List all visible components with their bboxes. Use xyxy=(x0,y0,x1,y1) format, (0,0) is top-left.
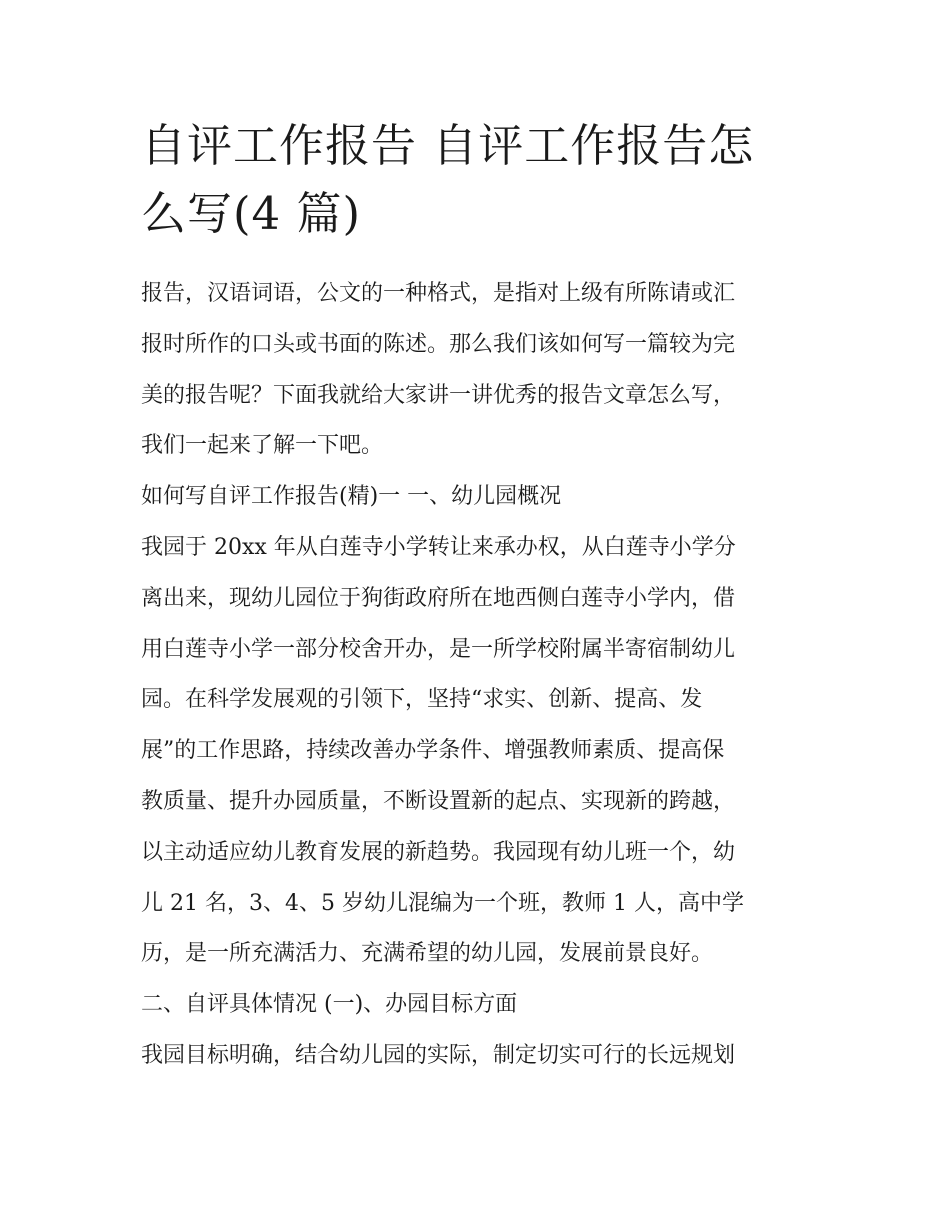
section-heading: 二、自评具体情况 (一)、办园目标方面 xyxy=(141,992,518,1018)
title-line: 自评工作报告 自评工作报告怎 xyxy=(141,119,755,172)
title-line: 么写(4 篇) xyxy=(141,187,362,240)
text-line: 教质量、提升办园质量，不断设置新的起点、实现新的跨越， xyxy=(141,788,736,814)
text-line: 我们一起来了解一下吧。 xyxy=(141,433,384,459)
text-line: 园。在科学发展观的引领下，坚持“求实、创新、提高、发 xyxy=(141,687,703,713)
text-line: 以主动适应幼儿教育发展的新趋势。我园现有幼儿班一个，幼 xyxy=(141,839,736,865)
text-line: 美的报告呢？下面我就给大家讲一讲优秀的报告文章怎么写， xyxy=(141,382,736,408)
document-body xyxy=(141,269,813,1082)
text-line: 展”的工作思路，持续改善办学条件、增强教师素质、提高保 xyxy=(141,738,725,764)
document-title xyxy=(141,112,813,248)
text-line: 报告，汉语词语，公文的一种格式，是指对上级有所陈请或汇 xyxy=(141,281,736,306)
text-line: 用白莲寺小学一部分校舍开办，是一所学校附属半寄宿制幼儿 xyxy=(141,636,736,662)
text-line: 我园于 20xx 年从白莲寺小学转让来承办权，从白莲寺小学分 xyxy=(141,534,736,560)
text-line: 儿 21 名，3、4、5 岁幼儿混编为一个班，教师 1 人，高中学 xyxy=(141,890,744,916)
text-line: 报时所作的口头或书面的陈述。那么我们该如何写一篇较为完 xyxy=(141,331,736,357)
text-line: 我园目标明确，结合幼儿园的实际，制定切实可行的长远规划 xyxy=(141,1042,736,1068)
section-heading: 如何写自评工作报告(精)一 一、幼儿园概况 xyxy=(141,484,562,510)
document-page xyxy=(141,112,813,1082)
text-line: 离出来，现幼儿园位于狗街政府所在地西侧白莲寺小学内，借 xyxy=(141,585,736,611)
text-line: 历，是一所充满活力、充满希望的幼儿园，发展前景良好。 xyxy=(141,941,714,967)
